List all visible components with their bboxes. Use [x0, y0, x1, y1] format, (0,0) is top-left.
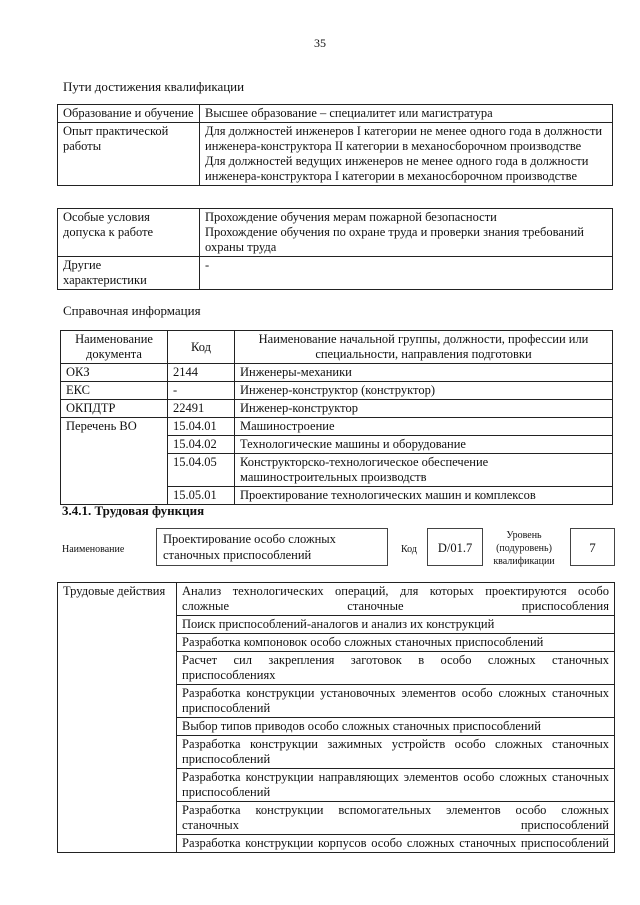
row-label: Другие характеристики [58, 257, 200, 290]
function-name-label: Наименование [62, 544, 125, 555]
cell-name: Технологические машины и оборудование [235, 436, 613, 454]
reference-title: Справочная информация [63, 303, 201, 318]
row-value [200, 209, 613, 257]
cell-doc: Перечень ВО [61, 418, 168, 505]
action-item: Разработка конструкции корпусов особо сложных станочных приспособлений [177, 835, 615, 853]
cell-code: 2144 [168, 364, 235, 382]
row-label: Образование и обучение [58, 105, 200, 123]
action-item: Разработка конструкции установочных элементов особо сложных станочных приспособлений [177, 685, 615, 718]
special-conditions-table [57, 208, 613, 290]
level-box [570, 528, 615, 566]
labor-actions-table [57, 582, 615, 853]
table-row [61, 382, 613, 400]
action-item: Разработка конструкции вспомогательных элементов особо сложных станочных приспособлений [177, 802, 615, 835]
cell-name: Инженер-конструктор [235, 400, 613, 418]
row-value [200, 105, 613, 123]
value-line: Высшее образование – специалитет или магистратура [205, 106, 493, 120]
table-row [58, 105, 613, 123]
cell-name: Машиностроение [235, 418, 613, 436]
table-row [58, 123, 613, 186]
cell-code: 15.04.01 [168, 418, 235, 436]
cell-name: Инженеры-механики [235, 364, 613, 382]
header-doc: Наименование документа [61, 331, 168, 364]
function-code-label: Код [401, 544, 417, 555]
row-value: - [200, 257, 613, 290]
header-code: Код [168, 331, 235, 364]
cell-doc: ОКПДТР [61, 400, 168, 418]
row-label: Особые условия допуска к работе [58, 209, 200, 257]
cell-name: Проектирование технологических машин и комплексов [235, 487, 613, 505]
action-item: Поиск приспособлений-аналогов и анализ их конструкций [177, 616, 615, 634]
cell-name: Конструкторско-технологическое обеспечение машиностроительных производств [235, 454, 613, 487]
table-row [61, 364, 613, 382]
cell-code: - [168, 382, 235, 400]
page-number: 35 [314, 36, 326, 50]
value-line: Прохождение обучения по охране труда и проверки знания требований охраны труда [205, 225, 584, 254]
reference-table [60, 330, 613, 505]
level-value: 7 [589, 540, 596, 555]
table-row [58, 209, 613, 257]
action-item: Разработка конструкции зажимных устройств особо сложных станочных приспособлений [177, 736, 615, 769]
function-code-value: D/01.7 [437, 541, 473, 555]
qual-paths-title: Пути достижения квалификации [63, 79, 245, 94]
action-item: Разработка компоновок особо сложных станочных приспособлений [177, 634, 615, 652]
cell-name: Инженер-конструктор (конструктор) [235, 382, 613, 400]
header-name: Наименование начальной группы, должности, профессии или специальности, направления подготовки [235, 331, 613, 364]
level-label: Уровень (подуровень) квалификации [493, 530, 555, 567]
table-header-row [61, 331, 613, 364]
cell-code: 15.04.02 [168, 436, 235, 454]
value-line: Для должностей инженеров I категории не менее одного года в должности инженера-конструктора II категории в механосборочном производстве [205, 124, 603, 153]
value-line: Прохождение обучения мерам пожарной безопасности [205, 210, 497, 224]
function-title: 3.4.1. Трудовая функция [62, 503, 205, 518]
row-value [200, 123, 613, 186]
action-item: Разработка конструкции направляющих элементов особо сложных станочных приспособлений [177, 769, 615, 802]
function-name-value: Проектирование особо сложных станочных приспособлений [163, 532, 336, 562]
row-label: Опыт практической работы [58, 123, 200, 186]
table-row [58, 583, 615, 616]
actions-label: Трудовые действия [58, 583, 177, 853]
action-item: Анализ технологических операций, для которых проектируются особо сложные станочные приспособления [177, 583, 615, 616]
function-code-box [427, 528, 483, 566]
table-row [58, 257, 613, 290]
cell-doc: ОКЗ [61, 364, 168, 382]
cell-code: 15.04.05 [168, 454, 235, 487]
cell-doc: ЕКС [61, 382, 168, 400]
cell-code: 22491 [168, 400, 235, 418]
table-row [61, 418, 613, 436]
action-item: Выбор типов приводов особо сложных станочных приспособлений [177, 718, 615, 736]
value-line: Для должностей ведущих инженеров не менее одного года в должности инженера-конструктора I категории в механосборочном производстве [205, 154, 589, 183]
action-item: Расчет сил закрепления заготовок в особо сложных станочных приспособлениях [177, 652, 615, 685]
table-row [61, 400, 613, 418]
qual-paths-table [57, 104, 613, 186]
function-name-box [156, 528, 388, 566]
cell-code: 15.05.01 [168, 487, 235, 505]
